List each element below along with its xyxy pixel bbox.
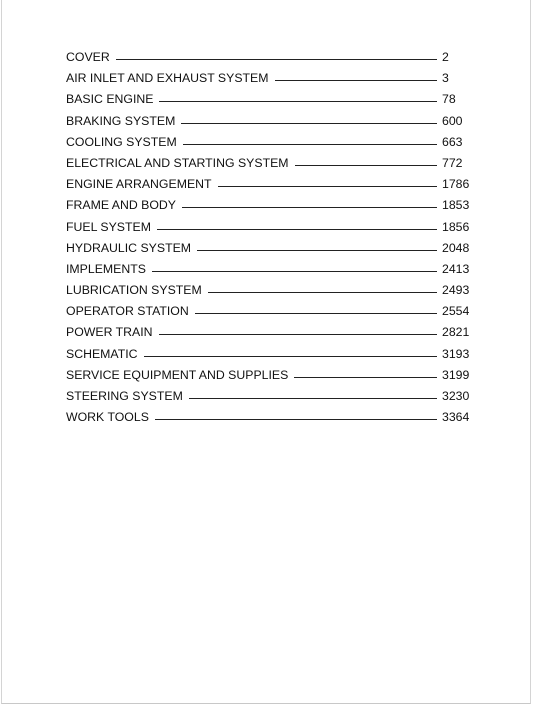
- toc-entry-page: 3: [442, 71, 449, 86]
- toc-entry[interactable]: [66, 177, 476, 198]
- toc-entry-page: 1856: [442, 219, 470, 234]
- toc-entry-title: HYDRAULIC SYSTEM: [66, 240, 192, 255]
- toc-leader-line: [144, 356, 437, 357]
- toc-leader-line: [157, 229, 437, 230]
- toc-entry-page: 78: [442, 92, 456, 107]
- toc-leader-line: [182, 207, 437, 208]
- toc-entry[interactable]: [66, 389, 476, 410]
- table-of-contents: [66, 50, 476, 431]
- toc-entry-title: SERVICE EQUIPMENT AND SUPPLIES: [66, 367, 289, 382]
- toc-leader-line: [116, 59, 437, 60]
- toc-leader-line: [155, 419, 437, 420]
- toc-leader-line: [181, 123, 437, 124]
- toc-entry-title: COOLING SYSTEM: [66, 134, 177, 149]
- toc-leader-line: [197, 250, 437, 251]
- toc-leader-line: [189, 398, 437, 399]
- toc-leader-line: [183, 144, 437, 145]
- toc-entry[interactable]: [66, 135, 476, 156]
- toc-entry[interactable]: [66, 325, 476, 346]
- toc-leader-line: [295, 165, 437, 166]
- toc-entry-page: 2048: [442, 240, 470, 255]
- toc-entry-title: BRAKING SYSTEM: [66, 113, 176, 128]
- toc-entry[interactable]: [66, 368, 476, 389]
- toc-leader-line: [152, 271, 437, 272]
- toc-entry[interactable]: [66, 347, 476, 368]
- toc-entry-title: COVER: [66, 50, 110, 64]
- toc-entry[interactable]: [66, 220, 476, 241]
- toc-entry-title: AIR INLET AND EXHAUST SYSTEM: [66, 71, 269, 86]
- toc-entry-page: 1786: [442, 177, 470, 192]
- toc-entry-page: 772: [442, 155, 463, 170]
- toc-entry-page: 663: [442, 134, 463, 149]
- toc-entry-page: 3193: [442, 346, 470, 361]
- toc-entry-page: 2413: [442, 261, 470, 276]
- toc-leader-line: [195, 313, 437, 314]
- toc-entry[interactable]: [66, 241, 476, 262]
- toc-entry-title: POWER TRAIN: [66, 325, 153, 340]
- toc-entry-page: 600: [442, 113, 463, 128]
- toc-entry-page: 2: [442, 50, 449, 64]
- toc-entry-title: SCHEMATIC: [66, 346, 138, 361]
- toc-entry[interactable]: [66, 50, 476, 71]
- toc-entry-page: 3199: [442, 367, 470, 382]
- toc-entry[interactable]: [66, 71, 476, 92]
- toc-entry-title: STEERING SYSTEM: [66, 389, 183, 403]
- toc-entry[interactable]: [66, 304, 476, 325]
- toc-entry-title: LUBRICATION SYSTEM: [66, 283, 202, 298]
- toc-entry-title: FRAME AND BODY: [66, 198, 177, 213]
- toc-leader-line: [218, 186, 437, 187]
- toc-entry-title: ELECTRICAL AND STARTING SYSTEM: [66, 155, 289, 170]
- toc-entry[interactable]: [66, 262, 476, 283]
- toc-entry-page: 3364: [442, 410, 470, 425]
- toc-entry[interactable]: [66, 198, 476, 219]
- toc-leader-line: [208, 292, 437, 293]
- toc-entry-title: FUEL SYSTEM: [66, 219, 151, 234]
- toc-entry-title: OPERATOR STATION: [66, 304, 189, 319]
- toc-entry-page: 2554: [442, 304, 470, 319]
- toc-entry-title: BASIC ENGINE: [66, 92, 154, 107]
- toc-leader-line: [159, 101, 437, 102]
- toc-entry-page: 1853: [442, 198, 470, 213]
- toc-entry-title: IMPLEMENTS: [66, 261, 146, 276]
- toc-entry[interactable]: [66, 156, 476, 177]
- toc-entry-page: 2821: [442, 325, 470, 340]
- toc-entry[interactable]: [66, 410, 476, 431]
- toc-leader-line: [159, 334, 437, 335]
- toc-entry-title: WORK TOOLS: [66, 410, 149, 425]
- toc-entry[interactable]: [66, 114, 476, 135]
- toc-leader-line: [275, 80, 438, 81]
- toc-leader-line: [294, 377, 437, 378]
- toc-entry-page: 2493: [442, 283, 470, 298]
- toc-entry[interactable]: [66, 283, 476, 304]
- toc-entry[interactable]: [66, 92, 476, 113]
- toc-entry-page: 3230: [442, 389, 470, 403]
- document-page: [1, 0, 531, 704]
- toc-entry-title: ENGINE ARRANGEMENT: [66, 177, 212, 192]
